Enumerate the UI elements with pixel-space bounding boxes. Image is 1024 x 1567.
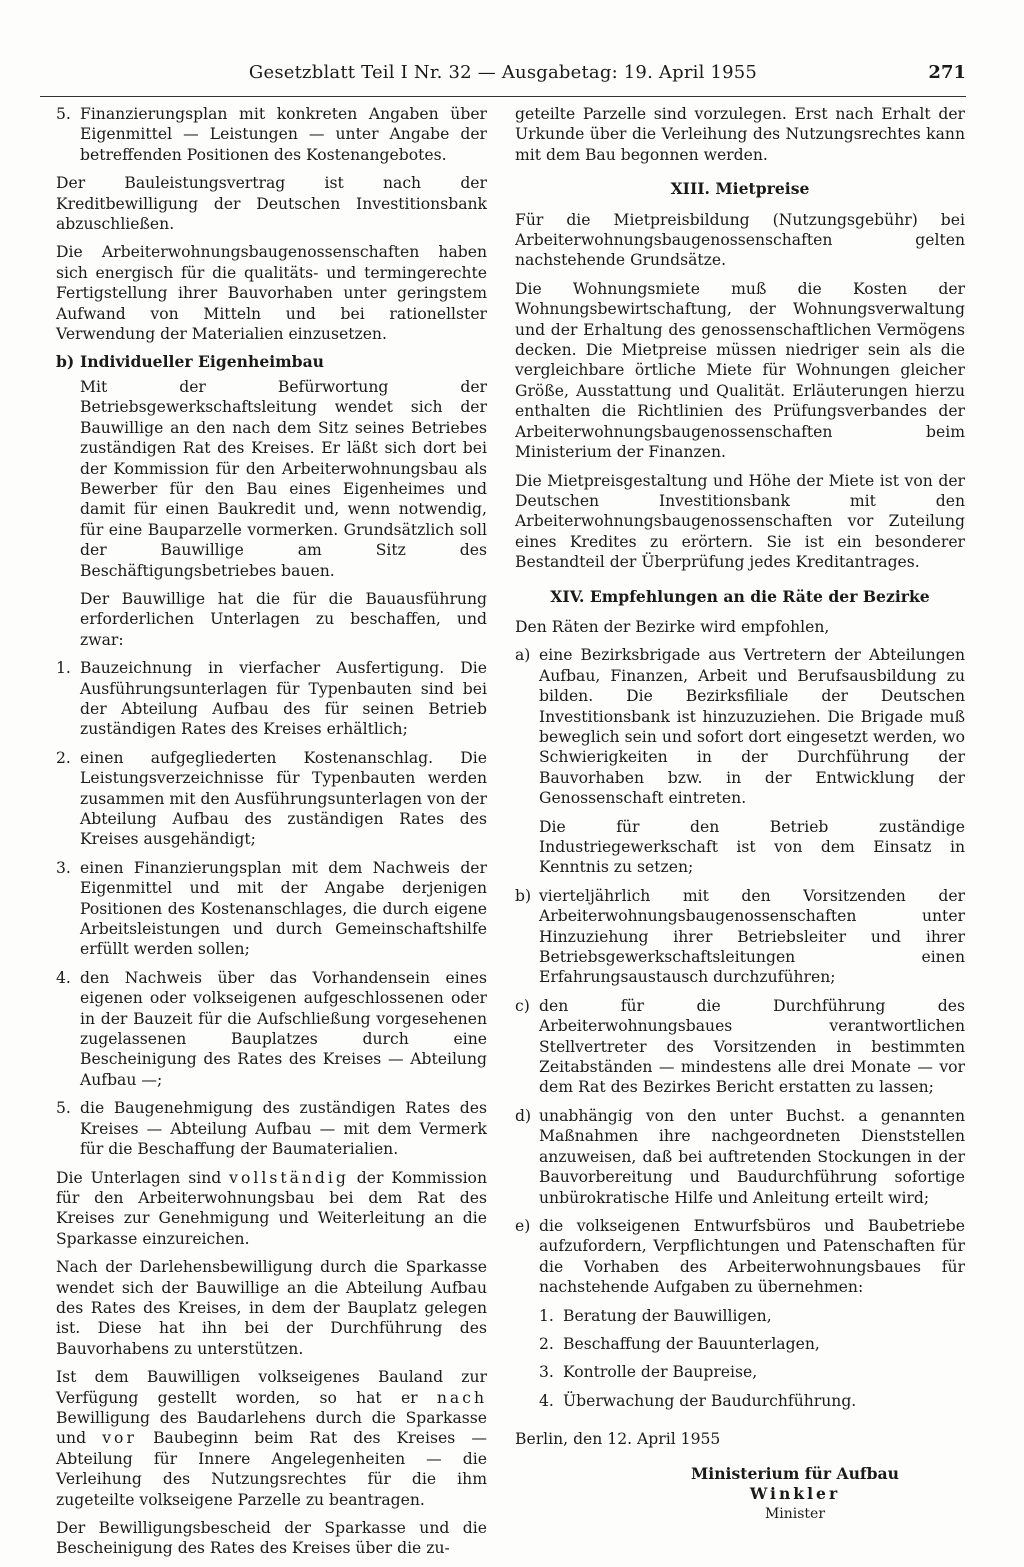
list-item	[515, 996, 965, 1098]
list-text: den für die Durchführung des Arbeiterwohnungsbaues verantwortlichen Stellvertreter des Vorsitzenden in bestimmten Zeitabständen — mindestens alle drei Monate — vor dem Rat des Bezirkes Bericht erstatten zu lassen;	[539, 996, 965, 1097]
signatory-organization: Ministerium für Aufbau	[691, 1463, 899, 1483]
paragraph	[56, 1168, 487, 1250]
section-marker: b)	[56, 352, 75, 372]
paragraph: Der Bewilligungsbescheid der Sparkasse und die Bescheinigung des Rates des Kreises über die zu-	[56, 1519, 487, 1558]
list-marker: 5.	[56, 105, 71, 123]
list-marker: 1.	[539, 1306, 554, 1325]
paragraph: Die Wohnungsmiete muß die Kosten der Wohnungsbewirtschaftung, der Wohnungsverwaltung und der Erhaltung des genossenschaftlichen Vermögens decken. Die Mietpreise müssen niedriger sein als die vergleichbare örtliche Miete für Wohnungen gleicher Größe, Ausstattung und Qualität. Erläuterungen hierzu enthalten die Richtlinien des Prüfungsverbandes der Arbeiterwohnungsbaugenossenschaften beim Ministerium der Finanzen.	[515, 279, 965, 462]
list-marker: 3.	[56, 858, 71, 877]
paragraph: Mit der Befürwortung der Betriebsgewerkschaftsleitung wendet sich der Bauwillige an den nach dem Sitz seines Betriebes zuständigen Rat des Kreises. Er läßt sich dort bei der Kommission für den Arbeiterwohnungsbau als Bewerber für den Bau eines Eigenheimes und damit für einen Baukredit und, wenn notwendig, für eine Bauparzelle vormerken. Grundsätzlich soll der Bauwillige am Sitz des Beschäftigungsbetriebes bauen.	[80, 377, 487, 580]
list-item	[56, 748, 487, 850]
paragraph: Die Mietpreisgestaltung und Höhe der Miete ist von der Deutschen Investitionsbank mit den Arbeiterwohnungsbaugenossenschaften vor Zuteilung eines Kredites zu erörtern. Sie ist ein besonderer Bestandteil der Überprüfung jedes Kreditantrages.	[515, 471, 965, 572]
list-text: Finanzierungsplan mit konkreten Angaben über Eigenmittel — Leistungen — unter Angabe der betreffenden Positionen des Kostenangebotes.	[80, 105, 487, 164]
list-item	[56, 104, 487, 165]
paragraph: Der Bauwillige hat die für die Bauausführung erforderlichen Unterlagen zu beschaffen, und zwar:	[80, 589, 487, 649]
list-text: unabhängig von den unter Buchst. a genannten Maßnahmen ihre nachgeordneten Dienststellen anzuweisen, daß bei auftretenden Stockungen in der Bauvorbereitung und Baudurchführung sofortige unbürokratische Hilfe und Anleitung erteilt wird;	[539, 1106, 965, 1207]
list-item	[515, 1106, 965, 1208]
list-marker: c)	[515, 996, 530, 1015]
list-text: Überwachung der Baudurchführung.	[563, 1391, 857, 1410]
section-heading: XIII. Mietpreise	[670, 179, 810, 199]
text-run: der Kommission für den Arbeiterwohnungsbau bei dem Rat des Kreises zur Genehmigung und Weiterleitung an die Sparkasse einzureichen.	[56, 1168, 487, 1248]
list-text: einen Finanzierungsplan mit dem Nachweis der Eigenmittel und mit der Angabe derjenigen Positionen des Kostenanschlages, die durch eigene Arbeitsleistungen und durch Gemeinschaftshilfe erfüllt werden sollen;	[80, 858, 487, 959]
list-text: den Nachweis über das Vorhandensein eines eigenen oder volkseigenen aufgeschlossenen oder in der Bauzeit für die Aufschließung vorgesehenen zugelassenen Bauplatzes durch eine Bescheinigung des Rates des Kreises — Abteilung Aufbau —;	[80, 968, 487, 1089]
list-marker: 1.	[56, 659, 71, 678]
paragraph: Für die Mietpreisbildung (Nutzungsgebühr) bei Arbeiterwohnungsbaugenossenschaften gelten nachstehende Grundsätze.	[515, 210, 965, 270]
section-heading: XIV. Empfehlungen an die Räte der Bezirke	[550, 586, 930, 606]
list-marker: d)	[515, 1106, 532, 1125]
signature-block	[515, 1464, 965, 1525]
signatory-name: Winkler	[749, 1483, 841, 1503]
list-marker: 2.	[56, 748, 71, 767]
list-item	[539, 1334, 965, 1354]
section-heading	[56, 352, 487, 372]
paragraph	[56, 1367, 487, 1510]
right-column	[515, 104, 965, 1525]
paragraph: Den Räten der Bezirke wird empfohlen,	[515, 617, 830, 636]
list-marker: 4.	[539, 1391, 554, 1410]
text-run: Baubeginn beim Rat des Kreises — Abteilung für Innere Angelegenheiten — die Verleihung des Nutzungsrechtes für die ihm zugeteilte volkseigene Parzelle zu beantragen.	[56, 1429, 488, 1509]
list-marker: 5.	[56, 1099, 71, 1118]
list-text: vierteljährlich mit den Vorsitzenden der Arbeiterwohnungsbaugenossenschaften unter Hinzuziehung ihrer Betriebsleiter und ihrer Betriebsgewerkschaftsleitungen einen Erfahrungsaustausch durchzuführen;	[539, 886, 965, 987]
list-marker: 4.	[56, 968, 71, 987]
text-run: Die Unterlagen sind	[56, 1168, 230, 1187]
list-text: die Baugenehmigung des zuständigen Rates des Kreises — Abteilung Aufbau — mit dem Vermerk für die Beschaffung der Baumaterialien.	[80, 1099, 487, 1159]
signatory-role: Minister	[764, 1506, 826, 1523]
list-text: Bauzeichnung in vierfacher Ausfertigung. Die Ausführungsunterlagen für Typenbauten sind bei der Abteilung Aufbau des für seinen Betrieb zuständigen Rates des Kreises erhältlich;	[80, 659, 487, 739]
list-item	[515, 886, 965, 988]
date-line: Berlin, den 12. April 1955	[515, 1430, 721, 1449]
list-marker: b)	[515, 886, 532, 905]
paragraph: geteilte Parzelle sind vorzulegen. Erst nach Erhalt der Urkunde über die Verleihung des Nutzungsrechtes kann mit dem Bau begonnen werden.	[515, 105, 965, 164]
paragraph: Nach der Darlehensbewilligung durch die Sparkasse wendet sich der Bauwillige an die Abteilung Aufbau des Rates des Kreises, in dem der Bauplatz gelegen ist. Diese hat ihn bei der Durchführung des Bauvorhabens zu unterstützen.	[56, 1258, 487, 1358]
page-header	[40, 60, 966, 97]
list-text: Beschaffung der Bauunterlagen,	[563, 1334, 820, 1353]
header-title: Gesetzblatt Teil I Nr. 32 — Ausgabetag: 19. April 1955	[248, 62, 758, 83]
list-item	[515, 645, 965, 808]
list-item	[56, 658, 487, 740]
emphasis-text: vor	[102, 1429, 137, 1448]
list-item	[56, 968, 487, 1090]
emphasis-text: nach	[436, 1388, 487, 1407]
list-text: die volkseigenen Entwurfsbüros und Baubetriebe aufzufordern, Verpflichtungen und Patenschaften für die Vorhaben des Arbeiterwohnungsbaues für nachstehende Aufgaben zu übernehmen:	[539, 1216, 965, 1297]
list-marker: 3.	[539, 1363, 554, 1382]
list-marker: e)	[515, 1216, 531, 1235]
page-number: 271	[928, 62, 966, 83]
text-run: Ist dem Bauwilligen volkseigenes Bauland zur Verfügung gestellt worden, so hat er	[56, 1368, 487, 1407]
text-run: Bewilligung des Baudarlehens durch die Sparkasse und	[56, 1408, 487, 1448]
list-item	[539, 1362, 965, 1382]
list-text: Beratung der Bauwilligen,	[563, 1306, 772, 1325]
list-marker: 2.	[539, 1334, 554, 1353]
paragraph: Die Arbeiterwohnungsbaugenossenschaften haben sich energisch für die qualitäts- und termingerechte Fertigstellung ihrer Bauvorhaben unter geringstem Aufwand von Mitteln und bei rationellster Verwendung der Materialien einzusetzen.	[56, 243, 487, 344]
list-text: eine Bezirksbrigade aus Vertretern der Abteilungen Aufbau, Finanzen, Arbeit und Berufsausbildung zu bilden. Die Bezirksfiliale der Deutschen Investitionsbank ist hinzuzuziehen. Die Brigade muß beweglich sein und sofort dort eingesetzt werden, wo Schwierigkeiten in der Durchführung der Bauvorhaben bzw. in der Entwicklung der Genossenschaft eintreten.	[539, 646, 965, 808]
list-text: Kontrolle der Baupreise,	[563, 1363, 758, 1382]
list-item	[56, 1098, 487, 1159]
paragraph: Die für den Betrieb zuständige Industriegewerkschaft ist von dem Einsatz in Kenntnis zu setzen;	[539, 817, 965, 877]
list-marker: a)	[515, 646, 531, 665]
list-item	[515, 1216, 965, 1298]
list-item	[539, 1391, 965, 1411]
list-item	[56, 858, 487, 960]
list-text: einen aufgegliederten Kostenanschlag. Die Leistungsverzeichnisse für Typenbauten werden zusammen mit den Ausführungsunterlagen von der Abteilung Aufbau des zuständigen Rates des Kreises ausgehändigt;	[80, 748, 487, 849]
section-title: Individueller Eigenheimbau	[80, 352, 325, 372]
emphasis-text: vollständig	[229, 1168, 349, 1187]
left-column	[56, 104, 487, 1567]
paragraph: Der Bauleistungsvertrag ist nach der Kreditbewilligung der Deutschen Investitionsbank abzuschließen.	[56, 174, 487, 234]
list-item	[539, 1306, 965, 1326]
